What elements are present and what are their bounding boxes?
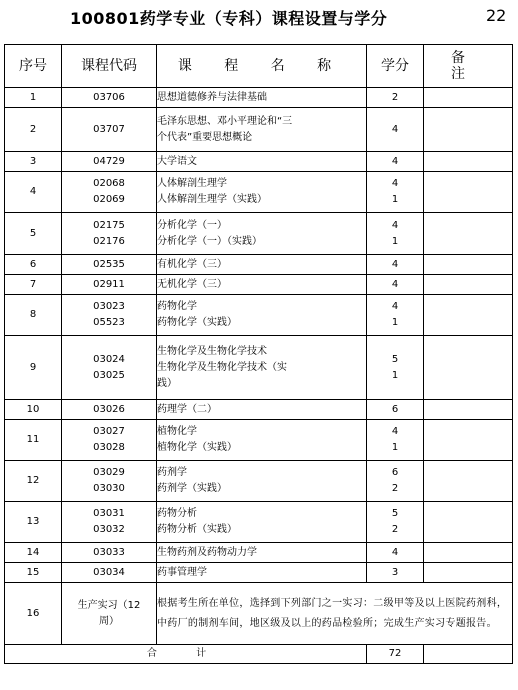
course-name: 生物化学及生物化学技术 <box>157 345 267 357</box>
credit-cell <box>367 255 424 275</box>
page-header <box>0 0 518 40</box>
row-number: 14 <box>5 543 62 563</box>
credit-cell <box>367 88 424 108</box>
course-code-cell <box>62 400 157 420</box>
course-name-cell <box>157 583 513 645</box>
credit-cell <box>367 502 424 543</box>
table-row <box>5 502 513 543</box>
table-row <box>5 88 513 108</box>
table-row <box>5 543 513 563</box>
course-name-cell <box>157 108 367 152</box>
course-name: 毛泽东思想、邓小平理论和“三 <box>157 115 293 127</box>
course-name: 药理学（二） <box>157 403 217 415</box>
course-code: 02176 <box>93 235 125 247</box>
table-row <box>5 255 513 275</box>
total-label: 合 计 <box>146 648 225 659</box>
credit-value: 2 <box>391 524 399 535</box>
course-name-cell <box>157 255 367 275</box>
header-credit: 学分 <box>367 45 424 88</box>
course-name: 大学语文 <box>157 155 197 167</box>
credit-value: 1 <box>391 369 399 381</box>
course-code: 03023 <box>93 301 125 312</box>
table-header-row <box>5 45 513 88</box>
row-number: 7 <box>5 275 62 295</box>
course-name-cell <box>157 502 367 543</box>
table-row <box>5 583 513 645</box>
credit-value: 5 <box>391 508 399 519</box>
course-code: 04729 <box>93 155 125 167</box>
course-code: 03025 <box>93 369 125 381</box>
note-cell <box>424 275 513 295</box>
row-number: 6 <box>5 255 62 275</box>
document-title: 100801药学专业（专科）课程设置与学分 <box>70 9 388 28</box>
row-number: 11 <box>5 420 62 461</box>
credit-value: 4 <box>391 178 399 189</box>
credit-cell <box>367 336 424 400</box>
row-number: 13 <box>5 502 62 543</box>
course-name: 思想道德修养与法律基础 <box>157 91 267 103</box>
course-code-cell <box>62 583 157 645</box>
header-no: 序号 <box>5 45 62 88</box>
table-row <box>5 172 513 213</box>
course-code-cell <box>62 543 157 563</box>
course-name: 药剂学（实践） <box>157 483 227 494</box>
course-code-cell <box>62 108 157 152</box>
row-number: 16 <box>5 583 62 645</box>
credit-value: 4 <box>391 123 399 135</box>
note-cell <box>424 563 513 583</box>
course-name: 药物化学（实践） <box>157 317 237 328</box>
row-number: 12 <box>5 461 62 502</box>
total-row <box>5 645 513 664</box>
row-number: 2 <box>5 108 62 152</box>
credit-cell <box>367 400 424 420</box>
course-name: 人体解剖生理学 <box>157 178 227 189</box>
course-code: 02175 <box>93 219 125 231</box>
course-code: 02069 <box>93 194 125 205</box>
total-credit: 72 <box>367 645 424 664</box>
course-code-cell <box>62 213 157 255</box>
row-number: 4 <box>5 172 62 213</box>
course-code: 03031 <box>93 508 125 519</box>
table-row <box>5 461 513 502</box>
course-code: 03027 <box>93 426 125 437</box>
credit-value: 4 <box>391 258 399 270</box>
course-name: 药物分析 <box>157 508 197 519</box>
credit-value: 4 <box>391 278 399 290</box>
course-code-cell <box>62 336 157 400</box>
credit-value: 4 <box>391 155 399 167</box>
course-code: 03026 <box>93 403 125 415</box>
course-code-cell <box>62 88 157 108</box>
total-note <box>424 645 513 664</box>
course-code: 03030 <box>93 483 125 494</box>
row-number: 15 <box>5 563 62 583</box>
table-row <box>5 275 513 295</box>
table-row <box>5 152 513 172</box>
course-name-cell <box>157 275 367 295</box>
course-name-cell <box>157 543 367 563</box>
course-name-cell <box>157 461 367 502</box>
credit-value: 1 <box>391 317 399 328</box>
row-number: 10 <box>5 400 62 420</box>
course-name-cell <box>157 172 367 213</box>
note-cell <box>424 543 513 563</box>
course-code: 03029 <box>93 467 125 478</box>
table-row <box>5 563 513 583</box>
credit-cell <box>367 543 424 563</box>
row-number: 8 <box>5 295 62 336</box>
course-code: 生产实习（12 <box>77 599 141 611</box>
course-table <box>4 44 513 664</box>
course-code-cell <box>62 295 157 336</box>
note-cell <box>424 400 513 420</box>
course-name: 生物药剂及药物动力学 <box>157 546 257 558</box>
course-code-cell <box>62 275 157 295</box>
course-code: 03028 <box>93 442 125 453</box>
note-cell <box>424 420 513 461</box>
page-number: 22 <box>486 6 507 25</box>
credit-value: 4 <box>391 219 399 231</box>
course-code: 02535 <box>93 258 125 270</box>
course-code: 02911 <box>93 278 125 290</box>
course-code: 03707 <box>93 123 125 135</box>
note-cell <box>424 336 513 400</box>
course-name: 植物化学（实践） <box>157 442 237 453</box>
course-name-cell <box>157 420 367 461</box>
note-cell <box>424 502 513 543</box>
credit-value: 4 <box>391 546 399 558</box>
course-code: 周） <box>99 615 119 627</box>
course-name: 个代表”重要思想概论 <box>157 131 253 143</box>
note-cell <box>424 461 513 502</box>
course-code-cell <box>62 172 157 213</box>
credit-value: 3 <box>391 566 399 578</box>
credit-cell <box>367 563 424 583</box>
credit-cell <box>367 172 424 213</box>
course-name: 根据考生所在单位，选择到下列部门之一实习：二级甲等及以上医院药剂科，中药厂的制剂车间，地区级及以上的药品检验所；完成生产实习专题报告。 <box>157 597 508 629</box>
course-name-cell <box>157 152 367 172</box>
credit-value: 6 <box>391 467 399 478</box>
table-row <box>5 420 513 461</box>
course-name: 无机化学（三） <box>157 278 227 290</box>
credit-value: 1 <box>391 442 399 453</box>
note-cell <box>424 295 513 336</box>
course-name: 分析化学（一）（实践） <box>157 235 262 247</box>
course-name: 药物分析（实践） <box>157 524 237 535</box>
course-code: 03032 <box>93 524 125 535</box>
course-code-cell <box>62 502 157 543</box>
credit-cell <box>367 295 424 336</box>
row-number: 3 <box>5 152 62 172</box>
note-cell <box>424 88 513 108</box>
course-code-cell <box>62 420 157 461</box>
note-cell <box>424 213 513 255</box>
course-name: 人体解剖生理学（实践） <box>157 194 267 205</box>
course-name: 生物化学及生物化学技术（实 <box>157 361 287 373</box>
credit-value: 6 <box>391 403 399 415</box>
course-code-cell <box>62 152 157 172</box>
course-name-cell <box>157 88 367 108</box>
table-row <box>5 400 513 420</box>
credit-value: 4 <box>391 426 399 437</box>
course-code-cell <box>62 563 157 583</box>
course-name: 药事管理学 <box>157 566 207 578</box>
course-name-cell <box>157 400 367 420</box>
course-code: 02068 <box>93 178 125 189</box>
credit-cell <box>367 108 424 152</box>
credit-value: 4 <box>391 301 399 312</box>
course-name-cell <box>157 563 367 583</box>
header-name: 课 程 名 称 <box>157 45 367 88</box>
course-name-cell <box>157 336 367 400</box>
header-code: 课程代码 <box>62 45 157 88</box>
credit-value: 1 <box>391 194 399 205</box>
table-row <box>5 295 513 336</box>
credit-cell <box>367 152 424 172</box>
course-name: 植物化学 <box>157 426 197 437</box>
course-name: 分析化学（一） <box>157 219 227 231</box>
course-code: 03034 <box>93 566 125 578</box>
course-code: 03033 <box>93 546 125 558</box>
header-note: 备 注 <box>424 45 513 88</box>
row-number: 1 <box>5 88 62 108</box>
table-row <box>5 213 513 255</box>
note-cell <box>424 152 513 172</box>
row-number: 5 <box>5 213 62 255</box>
credit-cell <box>367 275 424 295</box>
table-row <box>5 336 513 400</box>
course-code: 03024 <box>93 353 125 365</box>
note-cell <box>424 172 513 213</box>
course-name: 有机化学（三） <box>157 258 227 270</box>
credit-value: 2 <box>391 483 399 494</box>
course-name: 药剂学 <box>157 467 187 478</box>
course-code-cell <box>62 461 157 502</box>
note-cell <box>424 108 513 152</box>
credit-cell <box>367 213 424 255</box>
credit-cell <box>367 420 424 461</box>
course-name: 践） <box>157 377 177 389</box>
course-name-cell <box>157 213 367 255</box>
credit-value: 2 <box>391 91 399 103</box>
credit-value: 5 <box>391 353 399 365</box>
course-code: 05523 <box>93 317 125 328</box>
credit-cell <box>367 461 424 502</box>
credit-value: 1 <box>391 235 399 247</box>
course-name-cell <box>157 295 367 336</box>
course-name: 药物化学 <box>157 301 197 312</box>
course-code: 03706 <box>93 91 125 103</box>
total-label-cell <box>5 645 367 664</box>
course-code-cell <box>62 255 157 275</box>
row-number: 9 <box>5 336 62 400</box>
note-cell <box>424 255 513 275</box>
table-row <box>5 108 513 152</box>
